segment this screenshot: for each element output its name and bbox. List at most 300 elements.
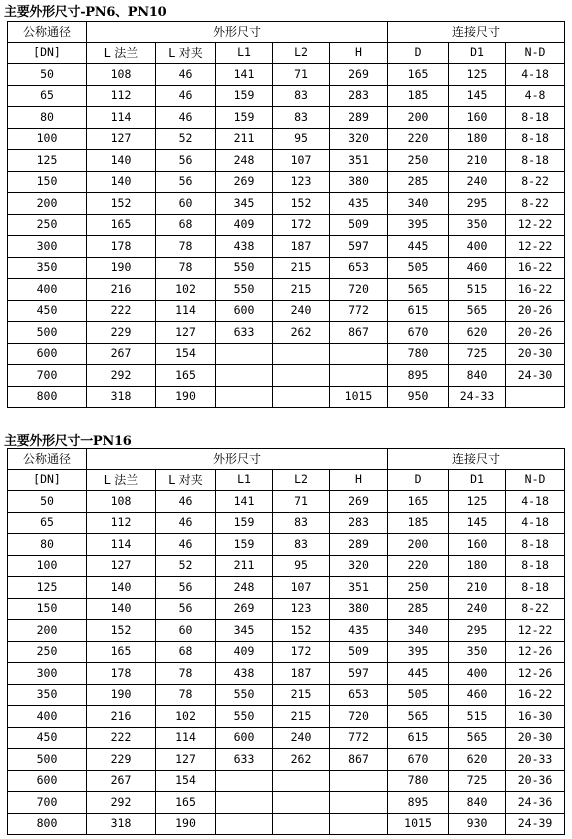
cell-l1: 345 [216,193,273,215]
table-row [8,512,565,534]
cell-d1: 515 [449,279,506,301]
cell-l-flange: 267 [87,770,156,792]
cell-n-d: 8-18 [506,150,565,172]
cell-l2 [273,813,330,835]
cell-d: 895 [388,792,449,814]
cell-l-flange: 108 [87,491,156,513]
cell-l1: 159 [216,512,273,534]
cell-h: 320 [330,128,388,150]
cell-d1: 180 [449,128,506,150]
table-row [8,386,565,408]
cell-d1: 295 [449,193,506,215]
cell-l2: 83 [273,534,330,556]
dn-unit: [DN] [8,470,87,491]
cell-dn: 600 [8,770,87,792]
table-row [8,365,565,387]
cell-n-d: 12-22 [506,214,565,236]
cell-d: 1015 [388,813,449,835]
cell-l-wafer: 190 [156,386,216,408]
cell-dn: 150 [8,598,87,620]
cell-dn: 50 [8,64,87,86]
cell-dn: 125 [8,577,87,599]
cell-d: 615 [388,300,449,322]
cell-l2: 215 [273,279,330,301]
cell-l2: 187 [273,663,330,685]
cell-d1: 125 [449,491,506,513]
cell-d1: 240 [449,598,506,620]
cell-d: 340 [388,193,449,215]
cell-d1: 350 [449,214,506,236]
cell-l1: 211 [216,555,273,577]
cell-l2: 152 [273,193,330,215]
cell-n-d: 24-30 [506,365,565,387]
table-row [8,598,565,620]
cell-d: 185 [388,512,449,534]
cell-h [330,792,388,814]
table-row [8,214,565,236]
cell-l2: 262 [273,749,330,771]
cell-l2: 262 [273,322,330,344]
cell-d1: 210 [449,150,506,172]
col-d: D [388,43,449,64]
cell-l-wafer: 78 [156,663,216,685]
cell-l-wafer: 56 [156,577,216,599]
group-connection-dimensions: 连接尺寸 [388,449,565,470]
cell-dn: 50 [8,491,87,513]
cell-l-wafer: 78 [156,684,216,706]
table-row [8,770,565,792]
cell-l-wafer: 52 [156,555,216,577]
table2-title: 主要外形尺寸一PN16 [4,434,132,449]
cell-l-flange: 292 [87,365,156,387]
cell-l-flange: 112 [87,512,156,534]
cell-d1: 565 [449,300,506,322]
table-row [8,684,565,706]
cell-n-d: 16-22 [506,684,565,706]
cell-l1: 141 [216,491,273,513]
col-l-flange: L 法兰 [87,470,156,491]
cell-l1: 159 [216,534,273,556]
cell-l-flange: 318 [87,813,156,835]
cell-h: 269 [330,64,388,86]
cell-n-d: 20-26 [506,322,565,344]
cell-d1: 930 [449,813,506,835]
cell-l1: 409 [216,641,273,663]
cell-l-wafer: 78 [156,257,216,279]
cell-l2 [273,386,330,408]
cell-l-flange: 292 [87,792,156,814]
cell-d1: 210 [449,577,506,599]
cell-l-flange: 140 [87,171,156,193]
cell-n-d: 20-30 [506,727,565,749]
cell-h: 1015 [330,386,388,408]
cell-l2: 215 [273,684,330,706]
cell-n-d: 8-18 [506,107,565,129]
cell-dn: 65 [8,512,87,534]
cell-n-d: 16-22 [506,279,565,301]
col-l1: L1 [216,470,273,491]
cell-l-flange: 222 [87,727,156,749]
cell-d: 285 [388,171,449,193]
cell-l2 [273,770,330,792]
cell-dn: 300 [8,663,87,685]
cell-d1: 565 [449,727,506,749]
cell-h: 380 [330,598,388,620]
cell-l-flange: 152 [87,193,156,215]
table-row [8,257,565,279]
col-l-wafer: L 对夹 [156,43,216,64]
cell-h: 289 [330,534,388,556]
table-row [8,300,565,322]
table-row [8,171,565,193]
col-l-flange: L 法兰 [87,43,156,64]
table-row [8,792,565,814]
cell-h: 283 [330,85,388,107]
cell-h: 509 [330,641,388,663]
table-row [8,749,565,771]
cell-l2: 83 [273,107,330,129]
cell-d: 505 [388,684,449,706]
cell-l1: 141 [216,64,273,86]
cell-l1 [216,792,273,814]
cell-l-flange: 229 [87,749,156,771]
cell-d: 670 [388,322,449,344]
col-n-d: N-D [506,470,565,491]
spec-table-pn16 [7,448,565,835]
cell-l-flange: 318 [87,386,156,408]
cell-l-wafer: 46 [156,64,216,86]
cell-d: 220 [388,555,449,577]
cell-l1: 248 [216,577,273,599]
cell-l-wafer: 102 [156,279,216,301]
cell-l-wafer: 56 [156,150,216,172]
cell-l-wafer: 46 [156,534,216,556]
cell-l-wafer: 46 [156,85,216,107]
cell-d: 445 [388,236,449,258]
cell-h: 653 [330,257,388,279]
cell-h: 509 [330,214,388,236]
cell-h: 435 [330,193,388,215]
cell-d: 445 [388,663,449,685]
cell-d1: 350 [449,641,506,663]
cell-l-wafer: 56 [156,598,216,620]
table-row [8,85,565,107]
cell-h: 597 [330,236,388,258]
cell-h [330,770,388,792]
col-h: H [330,43,388,64]
cell-d1: 515 [449,706,506,728]
cell-l1: 438 [216,236,273,258]
cell-dn: 500 [8,749,87,771]
cell-d1: 240 [449,171,506,193]
cell-n-d: 4-18 [506,512,565,534]
cell-n-d: 24-36 [506,792,565,814]
cell-l2: 172 [273,641,330,663]
cell-n-d: 8-22 [506,598,565,620]
cell-l1: 550 [216,706,273,728]
table-row [8,577,565,599]
cell-l-flange: 178 [87,663,156,685]
cell-l2: 240 [273,727,330,749]
table-row [8,322,565,344]
cell-l2: 187 [273,236,330,258]
cell-l-wafer: 46 [156,107,216,129]
col-l-wafer: L 对夹 [156,470,216,491]
cell-d: 220 [388,128,449,150]
cell-l2: 107 [273,577,330,599]
cell-n-d: 4-8 [506,85,565,107]
cell-l1: 159 [216,107,273,129]
cell-dn: 350 [8,684,87,706]
cell-l1: 600 [216,727,273,749]
table-row [8,641,565,663]
cell-l-flange: 190 [87,684,156,706]
cell-h [330,343,388,365]
cell-d: 950 [388,386,449,408]
cell-l-flange: 114 [87,107,156,129]
cell-d1: 400 [449,663,506,685]
cell-l-wafer: 154 [156,343,216,365]
cell-d: 200 [388,534,449,556]
cell-n-d: 8-18 [506,555,565,577]
cell-n-d: 12-26 [506,641,565,663]
cell-d1: 725 [449,770,506,792]
cell-d1: 840 [449,365,506,387]
cell-dn: 700 [8,365,87,387]
cell-l-wafer: 190 [156,813,216,835]
table-row [8,343,565,365]
table-row [8,706,565,728]
dn-label: 公称通径 [8,449,87,470]
cell-l-wafer: 154 [156,770,216,792]
cell-l-wafer: 68 [156,214,216,236]
cell-l1: 211 [216,128,273,150]
cell-l2: 95 [273,555,330,577]
cell-d: 670 [388,749,449,771]
cell-l-flange: 127 [87,128,156,150]
group-outline-dimensions: 外形尺寸 [87,449,388,470]
cell-d1: 840 [449,792,506,814]
group-connection-dimensions: 连接尺寸 [388,22,565,43]
cell-d: 780 [388,770,449,792]
cell-l1 [216,386,273,408]
cell-l-wafer: 114 [156,300,216,322]
cell-d1: 145 [449,85,506,107]
cell-l-flange: 216 [87,706,156,728]
cell-d1: 460 [449,684,506,706]
cell-l1: 248 [216,150,273,172]
dn-label: 公称通径 [8,22,87,43]
col-d: D [388,470,449,491]
cell-l1: 409 [216,214,273,236]
cell-d1: 620 [449,322,506,344]
cell-h [330,365,388,387]
cell-l-wafer: 165 [156,792,216,814]
cell-l-wafer: 60 [156,193,216,215]
cell-l1 [216,813,273,835]
table-row [8,813,565,835]
cell-dn: 150 [8,171,87,193]
cell-d: 285 [388,598,449,620]
cell-n-d: 12-22 [506,236,565,258]
cell-l2 [273,365,330,387]
cell-dn: 600 [8,343,87,365]
cell-l-flange: 190 [87,257,156,279]
cell-l-wafer: 56 [156,171,216,193]
col-d1: D1 [449,43,506,64]
cell-dn: 500 [8,322,87,344]
cell-l2: 107 [273,150,330,172]
cell-l2: 71 [273,491,330,513]
cell-l-flange: 165 [87,214,156,236]
cell-d1: 400 [449,236,506,258]
table-row [8,193,565,215]
cell-l2: 172 [273,214,330,236]
cell-dn: 450 [8,727,87,749]
cell-h: 320 [330,555,388,577]
cell-h: 772 [330,300,388,322]
cell-n-d: 8-18 [506,534,565,556]
cell-n-d: 4-18 [506,64,565,86]
cell-l-wafer: 102 [156,706,216,728]
cell-d1: 180 [449,555,506,577]
cell-l2 [273,343,330,365]
cell-d: 165 [388,64,449,86]
table-row [8,534,565,556]
cell-dn: 200 [8,193,87,215]
cell-l-wafer: 46 [156,512,216,534]
cell-dn: 80 [8,534,87,556]
cell-d1: 725 [449,343,506,365]
cell-l2: 83 [273,512,330,534]
cell-h: 720 [330,706,388,728]
cell-l1: 633 [216,322,273,344]
cell-h: 720 [330,279,388,301]
table-row [8,150,565,172]
cell-n-d: 24-39 [506,813,565,835]
cell-d1: 160 [449,107,506,129]
cell-l1: 269 [216,598,273,620]
cell-dn: 200 [8,620,87,642]
cell-h: 289 [330,107,388,129]
cell-n-d: 12-22 [506,620,565,642]
cell-l-wafer: 52 [156,128,216,150]
cell-l2: 71 [273,64,330,86]
cell-l1: 600 [216,300,273,322]
cell-l-flange: 178 [87,236,156,258]
col-l1: L1 [216,43,273,64]
cell-l-flange: 229 [87,322,156,344]
cell-dn: 400 [8,279,87,301]
cell-n-d: 8-18 [506,577,565,599]
cell-d: 395 [388,641,449,663]
cell-h: 653 [330,684,388,706]
cell-l1: 550 [216,257,273,279]
cell-l2: 215 [273,257,330,279]
cell-l2: 95 [273,128,330,150]
cell-l-wafer: 60 [156,620,216,642]
cell-n-d: 20-36 [506,770,565,792]
cell-l-flange: 112 [87,85,156,107]
cell-dn: 400 [8,706,87,728]
table-row [8,620,565,642]
cell-d: 185 [388,85,449,107]
cell-h: 380 [330,171,388,193]
cell-d: 250 [388,150,449,172]
cell-d: 200 [388,107,449,129]
cell-l-wafer: 46 [156,491,216,513]
cell-d1: 145 [449,512,506,534]
cell-h: 435 [330,620,388,642]
table-row [8,128,565,150]
table-row [8,279,565,301]
cell-l-flange: 114 [87,534,156,556]
cell-h: 269 [330,491,388,513]
cell-dn: 125 [8,150,87,172]
cell-l2 [273,792,330,814]
cell-n-d: 16-22 [506,257,565,279]
cell-d: 165 [388,491,449,513]
cell-l1: 159 [216,85,273,107]
table-row [8,236,565,258]
cell-dn: 350 [8,257,87,279]
cell-h: 867 [330,749,388,771]
group-outline-dimensions: 外形尺寸 [87,22,388,43]
cell-n-d: 20-30 [506,343,565,365]
table-row [8,555,565,577]
cell-l-wafer: 78 [156,236,216,258]
col-l2: L2 [273,43,330,64]
cell-d: 505 [388,257,449,279]
cell-dn: 800 [8,386,87,408]
cell-l-flange: 140 [87,150,156,172]
cell-l1: 438 [216,663,273,685]
cell-h [330,813,388,835]
cell-l-flange: 140 [87,598,156,620]
cell-d: 615 [388,727,449,749]
cell-l1: 345 [216,620,273,642]
col-n-d: N-D [506,43,565,64]
cell-l-flange: 108 [87,64,156,86]
cell-d1: 295 [449,620,506,642]
cell-n-d: 4-18 [506,491,565,513]
cell-l2: 123 [273,171,330,193]
cell-l2: 83 [273,85,330,107]
cell-l2: 215 [273,706,330,728]
cell-n-d: 8-18 [506,128,565,150]
spec-table-pn6-pn10 [7,21,565,408]
cell-n-d: 20-26 [506,300,565,322]
cell-dn: 100 [8,128,87,150]
cell-l-flange: 222 [87,300,156,322]
cell-dn: 450 [8,300,87,322]
cell-l1 [216,343,273,365]
cell-d: 250 [388,577,449,599]
cell-h: 597 [330,663,388,685]
cell-l1: 550 [216,684,273,706]
cell-l1 [216,770,273,792]
cell-l1: 269 [216,171,273,193]
cell-n-d: 12-26 [506,663,565,685]
cell-l1: 550 [216,279,273,301]
cell-dn: 100 [8,555,87,577]
cell-dn: 250 [8,641,87,663]
col-d1: D1 [449,470,506,491]
dn-unit: [DN] [8,43,87,64]
cell-l-flange: 127 [87,555,156,577]
cell-l1: 633 [216,749,273,771]
table-row [8,64,565,86]
